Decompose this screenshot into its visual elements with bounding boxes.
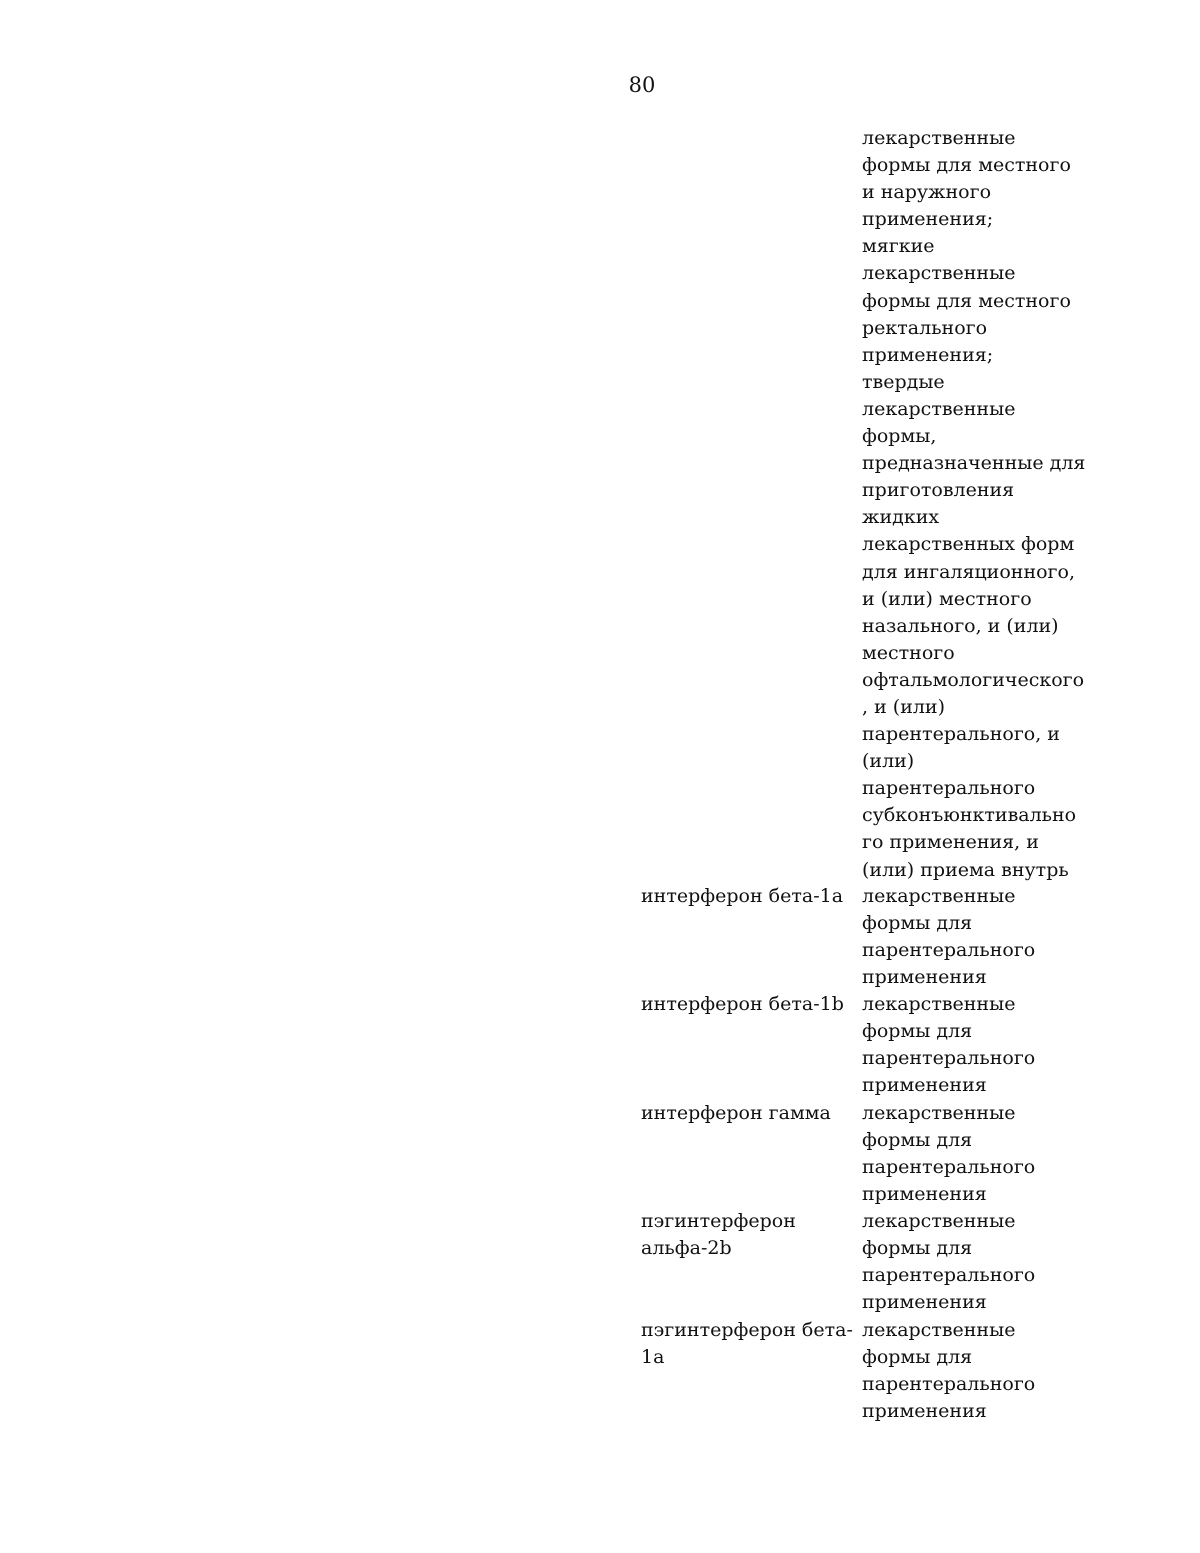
form-line: лекарственные	[862, 885, 1016, 907]
form-line: парентерального	[862, 777, 1036, 800]
form-line: субконъюнктивально	[862, 804, 1077, 827]
form-line: применения	[862, 1183, 987, 1206]
form-line: для ингаляционного,	[862, 560, 1075, 583]
drug-name-cell	[641, 1317, 856, 1371]
drug-name-line: интерферон бета-1a	[641, 885, 844, 907]
form-line: назального, и (или)	[862, 614, 1059, 637]
drug-name-line: пэгинтерферон бета-	[641, 1319, 853, 1341]
form-line: лекарственных форм	[862, 533, 1075, 556]
dosage-form-cell	[862, 1317, 1102, 1425]
form-line: лекарственные	[862, 262, 1016, 285]
form-line: парентерального	[862, 1156, 1036, 1179]
form-line: офтальмологического	[862, 668, 1085, 691]
form-line: местного	[862, 641, 955, 664]
drug-name-line: интерферон гамма	[641, 1102, 831, 1124]
form-line: лекарственные	[862, 397, 1016, 420]
form-line: , и (или)	[862, 695, 946, 718]
dosage-form-cell	[862, 1208, 1102, 1316]
form-line: применения;	[862, 343, 994, 366]
form-line: ректального	[862, 316, 988, 339]
drug-name-cell	[641, 883, 856, 910]
form-line: предназначенные для	[862, 452, 1086, 475]
form-line: применения	[862, 1074, 987, 1097]
page-number: 80	[628, 73, 656, 97]
form-line: применения;	[862, 208, 994, 231]
form-line: формы для местного	[862, 154, 1071, 177]
form-line: (или) приема внутрь	[862, 858, 1069, 881]
form-line: жидких	[862, 506, 940, 529]
form-line: и наружного	[862, 181, 992, 204]
form-line: парентерального	[862, 1047, 1036, 1070]
drug-name-line: 1a	[641, 1346, 665, 1369]
dosage-form-cell	[862, 991, 1102, 1099]
dosage-form-cell	[862, 1100, 1102, 1208]
form-line: лекарственные	[862, 127, 1016, 149]
form-line: формы,	[862, 425, 937, 448]
drug-name-line: интерферон бета-1b	[641, 993, 844, 1015]
form-line: применения	[862, 1291, 987, 1314]
form-line: го применения, и	[862, 831, 1039, 854]
form-line: парентерального	[862, 1373, 1036, 1396]
form-line: формы для	[862, 912, 973, 935]
form-line: парентерального	[862, 1264, 1036, 1287]
form-line: (или)	[862, 750, 915, 773]
drug-name-line: пэгинтерферон	[641, 1210, 796, 1232]
form-line: лекарственные	[862, 1102, 1016, 1124]
form-line: и (или) местного	[862, 587, 1032, 610]
form-line: лекарственные	[862, 1319, 1016, 1341]
form-line: мягкие	[862, 235, 935, 258]
form-line: парентерального	[862, 939, 1036, 962]
form-line: формы для местного	[862, 289, 1071, 312]
continuation-dosage-forms	[862, 125, 1102, 884]
drug-name-line: альфа-2b	[641, 1237, 732, 1260]
form-line: твердые	[862, 370, 945, 393]
drug-name-cell	[641, 1100, 856, 1127]
form-line: лекарственные	[862, 993, 1016, 1015]
form-line: формы для	[862, 1129, 973, 1152]
form-line: формы для	[862, 1020, 973, 1043]
form-line: применения	[862, 966, 987, 989]
drug-name-cell	[641, 1208, 856, 1262]
form-line: приготовления	[862, 479, 1015, 502]
form-line: парентерального, и	[862, 723, 1060, 746]
form-line: формы для	[862, 1346, 973, 1369]
form-line: формы для	[862, 1237, 973, 1260]
form-line: применения	[862, 1400, 987, 1423]
dosage-form-cell	[862, 883, 1102, 991]
form-line: лекарственные	[862, 1210, 1016, 1232]
drug-name-cell	[641, 991, 856, 1018]
